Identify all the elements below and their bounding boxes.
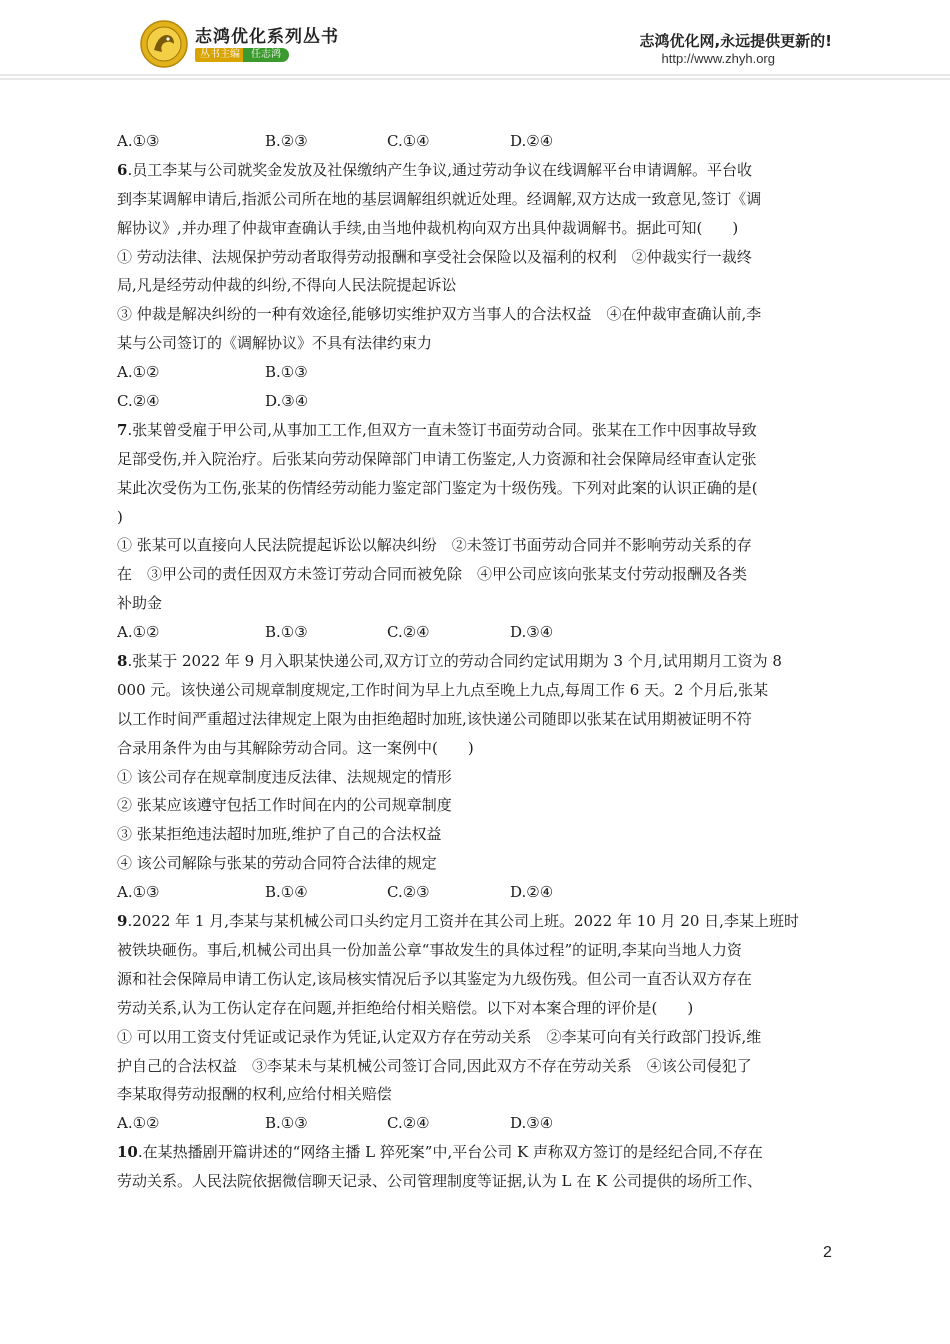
q9-stem-line: 劳动关系,认为工伤认定存在问题,并拒绝给付相关赔偿。以下对本案合理的评价是( ) bbox=[117, 998, 694, 1017]
editor-name: 任志鸿 bbox=[243, 48, 289, 62]
option-c: C.②④ bbox=[117, 392, 160, 411]
q6-number: 6 bbox=[117, 160, 128, 179]
site-slogan: 志鸿优化网,永远提供更新的! bbox=[639, 32, 832, 50]
option-d: D.②④ bbox=[510, 132, 554, 150]
q7-statement-line: 在 ③甲公司的责任因双方未签订劳动合同而被免除 ④甲公司应该向张某支付劳动报酬及各类 bbox=[117, 565, 748, 584]
option-b: B.①④ bbox=[265, 883, 308, 902]
series-logo-emblem bbox=[140, 20, 188, 68]
option-a: A.①③ bbox=[117, 132, 160, 150]
q9-stem-line: 9.2022 年 1 月,李某与某机械公司口头约定月工资并在其公司上班。2022 年 10 月 20 日,李某上班时 bbox=[117, 912, 799, 931]
q9-number: 9 bbox=[117, 912, 128, 931]
q6-stem-line: 6.员工李某与公司就奖金发放及社保缴纳产生争议,通过劳动争议在线调解平台申请调解。平台收 bbox=[117, 160, 752, 179]
chief-editor-badge bbox=[195, 48, 289, 62]
q6-statement-line: 局,凡是经劳动仲裁的纠纷,不得向人民法院提起诉讼 bbox=[117, 276, 457, 295]
q9-statement-line: ① 可以用工资支付凭证或记录作为凭证,认定双方存在劳动关系 ②李某可向有关行政部门投诉,维 bbox=[117, 1027, 762, 1046]
option-a: A.①③ bbox=[117, 883, 160, 902]
q7-stem-line: 某此次受伤为工伤,张某的伤情经劳动能力鉴定部门鉴定为十级伤残。下列对此案的认识正确的是( bbox=[117, 478, 758, 497]
q9-stem-line: 被铁块砸伤。事后,机械公司出具一份加盖公章“事故发生的具体过程”的证明,李某向当地人力资 bbox=[117, 940, 742, 959]
site-url[interactable]: http://www.zhyh.org bbox=[661, 51, 775, 66]
q5-options bbox=[117, 127, 837, 156]
q6-statement-line: ① 劳动法律、法规保护劳动者取得劳动报酬和享受社会保险以及福利的权利 ②仲裁实行一裁终 bbox=[117, 247, 752, 266]
option-a: A.①② bbox=[117, 1114, 160, 1133]
q8-options bbox=[117, 878, 837, 907]
q8-stem-line: 合录用条件为由与其解除劳动合同。这一案例中( ) bbox=[117, 738, 474, 757]
option-a: A.①② bbox=[117, 623, 160, 642]
q8-statement-line: ② 张某应该遵守包括工作时间在内的公司规章制度 bbox=[117, 796, 452, 815]
option-c: C.②④ bbox=[387, 623, 430, 642]
q9-stem-line: 源和社会保障局申请工伤认定,该局核实情况后予以其鉴定为九级伤残。但公司一直否认双方存在 bbox=[117, 969, 752, 988]
q8-number: 8 bbox=[117, 652, 128, 671]
q10-stem-line: 10.在某热播剧开篇讲述的“网络主播 L 猝死案”中,平台公司 K 声称双方签订的是经纪合同,不存在 bbox=[117, 1143, 763, 1162]
q8-stem-line: 8.张某于 2022 年 9 月入职某快递公司,双方订立的劳动合同约定试用期为 3 个月,试用期月工资为 8 bbox=[117, 652, 782, 671]
question-content bbox=[117, 127, 837, 1196]
q8-statement-line: ④ 该公司解除与张某的劳动合同符合法律的规定 bbox=[117, 854, 437, 873]
option-b: B.②③ bbox=[265, 132, 308, 150]
q7-statement-line: 补助金 bbox=[117, 594, 163, 613]
editor-label: 丛书主编 bbox=[195, 48, 245, 62]
option-a: A.①② bbox=[117, 363, 160, 382]
option-b: B.①③ bbox=[265, 623, 308, 642]
q8-statement-line: ① 该公司存在规章制度违反法律、法规规定的情形 bbox=[117, 767, 452, 786]
option-d: D.②④ bbox=[510, 883, 554, 902]
option-d: D.③④ bbox=[510, 623, 554, 642]
header-divider bbox=[0, 74, 950, 81]
q7-stem-line: 7.张某曾受雇于甲公司,从事加工工作,但双方一直未签订书面劳动合同。张某在工作中因事故导致 bbox=[117, 420, 757, 439]
q6-options bbox=[117, 387, 837, 416]
option-c: C.①④ bbox=[387, 132, 430, 150]
q8-stem-line: 以工作时间严重超过法律规定上限为由拒绝超时加班,该快递公司随即以张某在试用期被证明不符 bbox=[117, 709, 752, 728]
series-title: 志鸿优化系列丛书 bbox=[195, 27, 339, 47]
page-number: 2 bbox=[823, 1244, 832, 1261]
page-header bbox=[0, 0, 950, 90]
q6-statement-line: ③ 仲裁是解决纠纷的一种有效途径,能够切实维护双方当事人的合法权益 ④在仲裁审查确认前,李 bbox=[117, 305, 762, 324]
option-c: C.②③ bbox=[387, 883, 430, 902]
q8-statement-line: ③ 张某拒绝违法超时加班,维护了自己的合法权益 bbox=[117, 825, 442, 844]
q7-stem-line: ) bbox=[117, 507, 123, 526]
q7-statement-line: ① 张某可以直接向人民法院提起诉讼以解决纠纷 ②未签订书面劳动合同并不影响劳动关系的存 bbox=[117, 536, 752, 555]
q6-statement-line: 某与公司签订的《调解协议》不具有法律约束力 bbox=[117, 334, 433, 353]
option-b: B.①③ bbox=[265, 363, 308, 382]
q9-statement-line: 李某取得劳动报酬的权利,应给付相关赔偿 bbox=[117, 1085, 392, 1104]
q7-number: 7 bbox=[117, 420, 128, 439]
q9-statement-line: 护自己的合法权益 ③李某未与某机械公司签订合同,因此双方不存在劳动关系 ④该公司侵犯了 bbox=[117, 1056, 752, 1075]
q7-options bbox=[117, 618, 837, 647]
q9-options bbox=[117, 1109, 837, 1138]
q10-number: 10 bbox=[117, 1143, 138, 1162]
option-b: B.①③ bbox=[265, 1114, 308, 1133]
q10-stem-line: 劳动关系。人民法院依据微信聊天记录、公司管理制度等证据,认为 L 在 K 公司提供的场所工作、 bbox=[117, 1172, 763, 1191]
option-c: C.②④ bbox=[387, 1114, 430, 1133]
q6-stem-line: 解协议》,并办理了仲裁审查确认手续,由当地仲裁机构向双方出具仲裁调解书。据此可知( ) bbox=[117, 218, 739, 237]
option-d: D.③④ bbox=[265, 392, 309, 411]
q8-stem-line: 000 元。该快递公司规章制度规定,工作时间为早上九点至晚上九点,每周工作 6 天。2 个月后,张某 bbox=[117, 680, 769, 699]
option-d: D.③④ bbox=[510, 1114, 554, 1133]
q6-options bbox=[117, 358, 837, 387]
q6-stem-line: 到李某调解申请后,指派公司所在地的基层调解组织就近处理。经调解,双方达成一致意见,签订《调 bbox=[117, 189, 762, 208]
q7-stem-line: 足部受伤,并入院治疗。后张某向劳动保障部门申请工伤鉴定,人力资源和社会保障局经审查认定张 bbox=[117, 449, 757, 468]
